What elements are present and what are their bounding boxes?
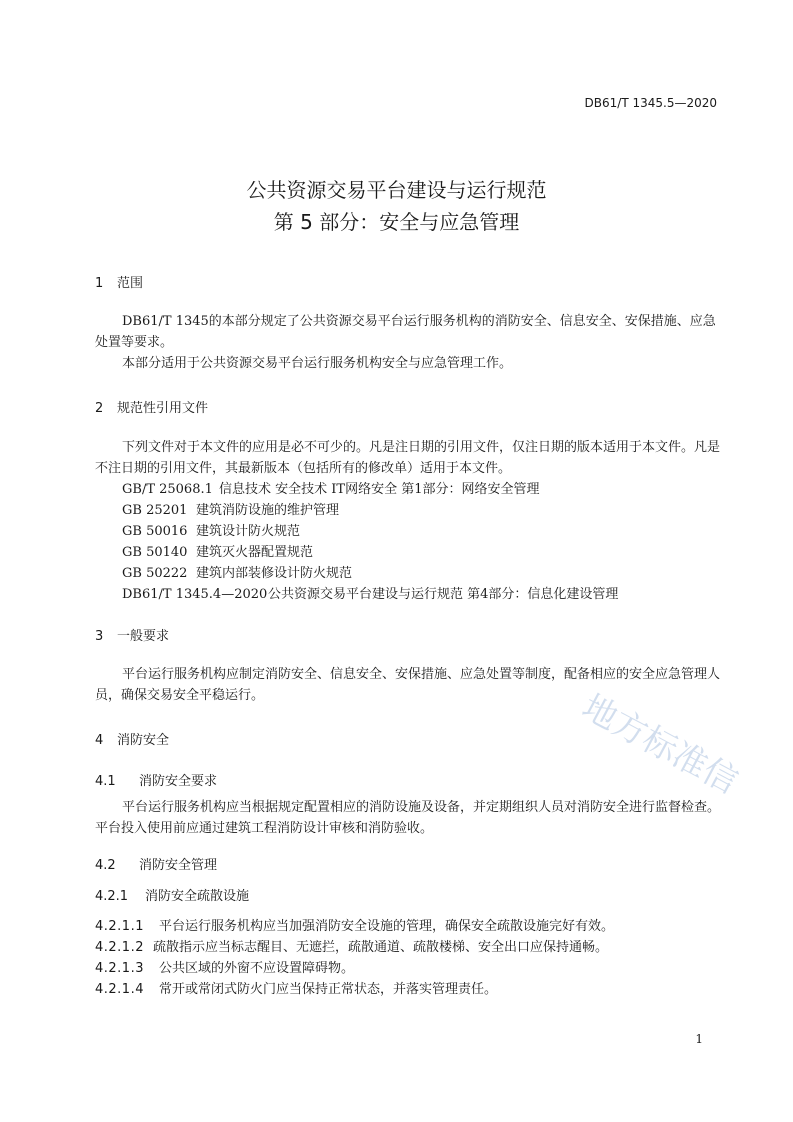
- reference-title: 建筑内部装修设计防火规范: [196, 566, 353, 581]
- reference-title: 建筑设计防火规范: [196, 524, 301, 539]
- clause-text: 疏散指示应当标志醒目、无遮拦，疏散通道、疏散楼梯、安全出口应保持通畅。: [153, 940, 609, 955]
- clause-text: 常开或常闭式防火门应当保持正常状态，并落实管理责任。: [159, 982, 498, 997]
- reference-title: 建筑消防设施的维护管理: [196, 503, 340, 518]
- reference-code: GB 50222: [122, 566, 188, 581]
- section-title: 规范性引用文件: [117, 401, 209, 416]
- subsection-number: 4.1: [95, 774, 116, 789]
- section-number: 4: [95, 733, 104, 748]
- reference-item: [122, 478, 539, 497]
- subsection-4-1-paragraph: 平台运行服务机构应当根据规定配置相应的消防设施及设备，并定期组织人员对消防安全进行监督检查。平台投入使用前应通过建筑工程消防设计审核和消防验收。: [95, 800, 721, 836]
- section-2-heading: [95, 397, 208, 416]
- reference-title: 公共资源交易平台建设与运行规范 第4部分：信息化建设管理: [268, 587, 619, 602]
- document-code: DB61/T 1345.5—2020: [584, 96, 717, 110]
- section-1-heading: [95, 272, 143, 291]
- page-number: 1: [695, 1032, 703, 1046]
- section-number: 3: [95, 629, 104, 644]
- clause-item: [95, 978, 497, 997]
- subsection-number: 4.2: [95, 858, 116, 873]
- clause-item: [95, 936, 608, 955]
- reference-code: GB 50016: [122, 524, 188, 539]
- clause-item: [95, 915, 614, 934]
- reference-code: GB 25201: [122, 503, 188, 518]
- clause-number: 4.2.1.3: [95, 961, 144, 976]
- clause-text: 平台运行服务机构应当加强消防安全设施的管理，确保安全疏散设施完好有效。: [159, 919, 615, 934]
- section-3-heading: [95, 625, 169, 644]
- watermark: 地方标准信: [575, 687, 745, 803]
- reference-item: [122, 583, 618, 602]
- clause-text: 公共区域的外窗不应设置障碍物。: [159, 961, 355, 976]
- subsection-4-1-heading: [95, 770, 217, 789]
- reference-code: GB/T 25068.1: [122, 482, 213, 497]
- section-title: 消防安全: [117, 733, 170, 748]
- clause-number: 4.2.1.4: [95, 982, 144, 997]
- reference-code: DB61/T 1345.4—2020: [122, 587, 268, 602]
- subsection-4-2-heading: [95, 854, 217, 873]
- reference-item: [122, 520, 300, 539]
- clause-item: [95, 957, 354, 976]
- section-4-heading: [95, 729, 169, 748]
- reference-item: [122, 562, 352, 581]
- section-number: 1: [95, 276, 104, 291]
- clause-number: 4.2.1.2: [95, 940, 144, 955]
- subsection-title: 消防安全疏散设施: [145, 889, 250, 904]
- subsection-title: 消防安全要求: [139, 774, 218, 789]
- section-title: 一般要求: [117, 629, 170, 644]
- section-3-paragraph-1: 平台运行服务机构应制定消防安全、信息安全、安保措施、应急处置等制度，配备相应的安全应急管理人员，确保交易安全平稳运行。: [95, 667, 721, 703]
- subsection-title: 消防安全管理: [139, 858, 218, 873]
- reference-item: [122, 499, 339, 518]
- section-title: 范围: [117, 276, 144, 291]
- section-1-paragraph-1: DB61/T 1345的本部分规定了公共资源交易平台运行服务机构的消防安全、信息安全、安保措施、应急处置等要求。: [95, 314, 716, 350]
- section-number: 2: [95, 401, 104, 416]
- clause-number: 4.2.1.1: [95, 919, 144, 934]
- section-1-paragraph-2: 本部分适用于公共资源交易平台运行服务机构安全与应急管理工作。: [122, 356, 513, 371]
- reference-title: 信息技术 安全技术 IT网络安全 第1部分：网络安全管理: [219, 482, 540, 497]
- document-title: 公共资源交易平台建设与运行规范: [246, 178, 547, 202]
- section-2-paragraph-1: 下列文件对于本文件的应用是必不可少的。凡是注日期的引用文件，仅注日期的版本适用于本文件。凡是不注日期的引用文件，其最新版本（包括所有的修改单）适用于本文件。: [95, 440, 721, 476]
- subsection-number: 4.2.1: [95, 889, 129, 904]
- reference-code: GB 50140: [122, 545, 188, 560]
- document-subtitle: 第 5 部分：安全与应急管理: [273, 210, 520, 234]
- reference-title: 建筑灭火器配置规范: [196, 545, 314, 560]
- reference-item: [122, 541, 313, 560]
- subsection-4-2-1-heading: [95, 885, 249, 904]
